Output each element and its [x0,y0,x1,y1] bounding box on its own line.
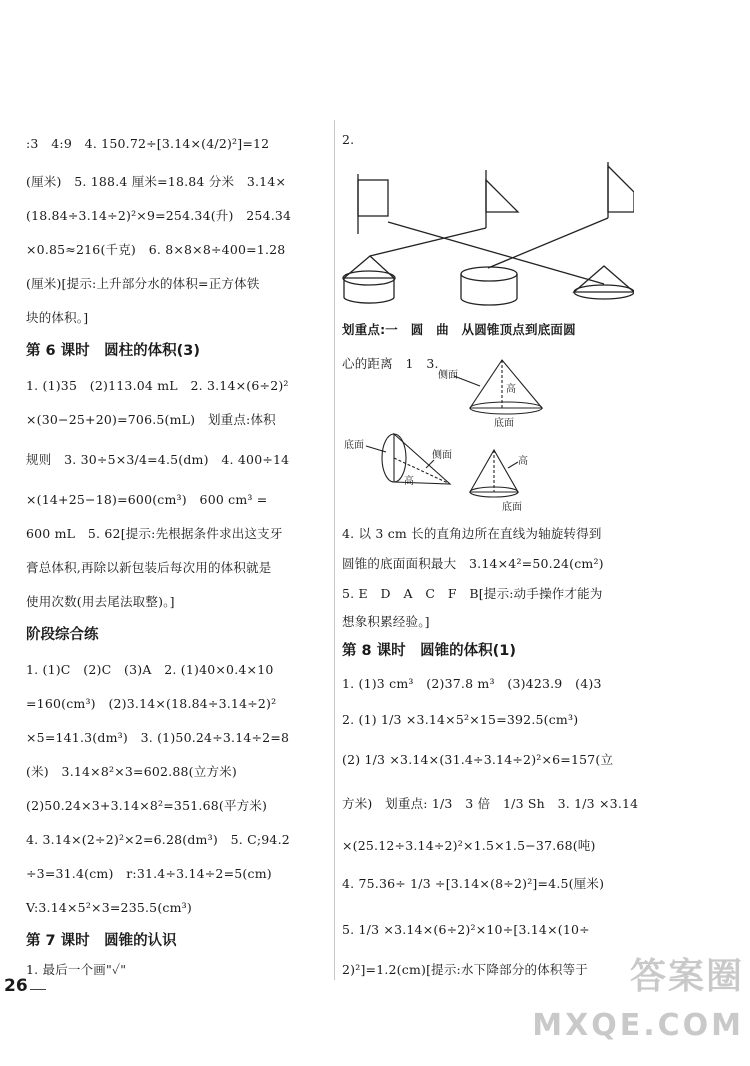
text-line: 4. 75.36÷ 1/3 ÷[3.14×(8÷2)²]=4.5(厘米) [342,876,605,891]
text-line: ×0.85≈216(千克) 6. 8×8×8÷400=1.28 [26,242,286,257]
figure-label: 侧面 [438,370,458,381]
text-line: 1. 最后一个画"✓" [26,962,127,977]
watermark-logo [532,948,744,1058]
text-line: V:3.14×5²×3=235.5(cm³) [26,900,192,915]
text-line: ×(30−25+20)=706.5(mL) 划重点:体积 [26,412,276,427]
figure-label: 底面 [494,418,514,429]
figure-label: 底面 [502,502,522,513]
text-line: (米) 3.14×8²×3=602.88(立方米) [26,764,237,779]
text-line: 2)²]=1.2(cm)[提示:水下降部分的体积等于 [342,962,588,977]
text-line: 心的距离 1 3. [342,356,439,371]
cone-label-figure [342,356,634,516]
text-line: 4. 以 3 cm 长的直角边所在直线为轴旋转得到 [342,526,602,541]
section-heading-lesson7: 第 7 课时 圆锥的认识 [26,933,177,949]
text-line: :3 4:9 4. 150.72÷[3.14×(4/2)²]=12 [26,136,270,151]
text-line: 4. 3.14×(2÷2)²×2=6.28(dm³) 5. C;94.2 [26,832,290,847]
text-line: =160(cm³) (2)3.14×(18.84÷3.14÷2)² [26,696,277,711]
figure-label: 高 [518,456,528,467]
text-line: ÷3=31.4(cm) r:31.4÷3.14÷2=5(cm) [26,866,272,881]
text-line: ×(14+25−18)=600(cm³) 600 cm³ = [26,492,268,507]
column-divider [334,120,335,980]
text-line: 2. [342,132,355,147]
text-line: ×5=141.3(dm³) 3. (1)50.24÷3.14÷2=8 [26,730,290,745]
text-line: 使用次数(用去尾法取整)。] [26,594,175,609]
text-line: (18.84÷3.14÷2)²×9=254.34(升) 254.34 [26,208,292,223]
text-line: 方米) 划重点: 1/3 3 倍 1/3 Sh 3. 1/3 ×3.14 [342,796,639,811]
text-line: 600 mL 5. 62[提示:先根据条件求出这支牙 [26,526,283,541]
text-line: (厘米) 5. 188.4 厘米=18.84 分米 3.14× [26,174,287,189]
text-line: 1. (1)35 (2)113.04 mL 2. 3.14×(6÷2)² [26,378,289,393]
text-line: 5. 1/3 ×3.14×(6÷2)²×10÷[3.14×(10÷ [342,922,590,937]
text-line: 想象积累经验。] [342,614,430,629]
figure-label: 高 [404,476,414,487]
text-line: ×(25.12÷3.14÷2)²×1.5×1.5−37.68(吨) [342,838,596,853]
page-number: 26 [4,976,28,996]
text-line: 1. (1)C (2)C (3)A 2. (1)40×0.4×10 [26,662,274,677]
text-line: (2)50.24×3+3.14×8²=351.68(平方米) [26,798,268,813]
text-line: 1. (1)3 cm³ (2)37.8 m³ (3)423.9 (4)3 [342,676,602,691]
page-number-rule [30,989,46,990]
section-heading-stage-review: 阶段综合练 [26,627,99,643]
text-line: 块的体积。] [26,310,89,325]
watermark-en: MXQE.COM [532,1008,744,1043]
figure-label: 高 [506,384,516,395]
text-line: 膏总体积,再除以新包装后每次用的体积就是 [26,560,272,575]
text-line: 规则 3. 30÷5×3/4=4.5(dm) 4. 400÷14 [26,452,290,467]
section-heading-lesson6: 第 6 课时 圆柱的体积(3) [26,343,201,359]
text-line: (2) 1/3 ×3.14×(31.4÷3.14÷2)²×6=157(立 [342,752,614,767]
text-line: 5. E D A C F B[提示:动手操作才能为 [342,586,603,601]
text-line: (厘米)[提示:上升部分水的体积=正方体铁 [26,276,260,291]
text-line: 2. (1) 1/3 ×3.14×5²×15=392.5(cm³) [342,712,579,727]
figure-label: 侧面 [432,450,452,461]
section-heading-lesson8: 第 8 课时 圆锥的体积(1) [342,643,517,659]
shape-matching-figure [342,156,634,306]
text-line: 划重点:一 圆 曲 从圆锥顶点到底面圆 [342,322,576,337]
watermark-cn: 答案圈 [629,956,744,997]
figure-label: 底面 [344,440,364,451]
text-line: 圆锥的底面面积最大 3.14×4²=50.24(cm²) [342,556,604,571]
